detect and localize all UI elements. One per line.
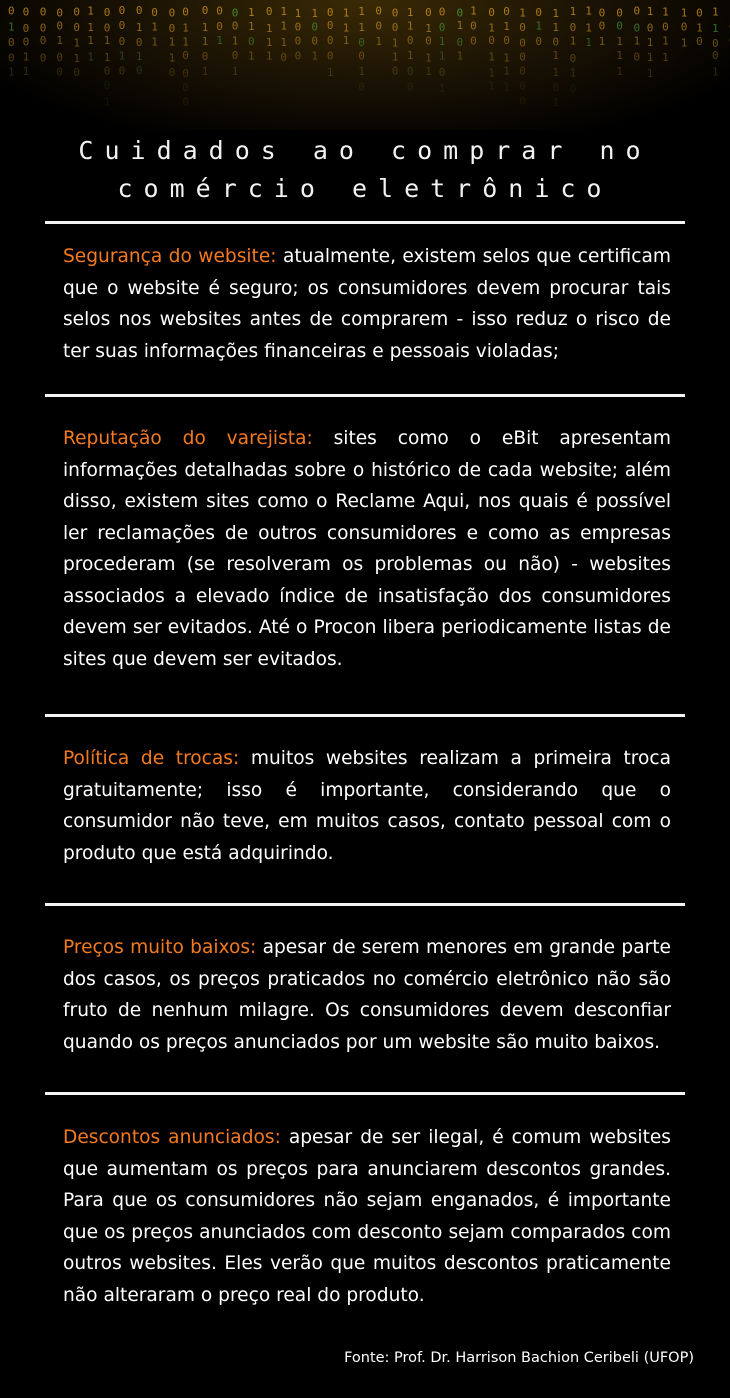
binary-digit: 1: [151, 35, 158, 49]
binary-digit: 0: [633, 4, 641, 18]
binary-digit: 1: [503, 51, 510, 65]
binary-digit: 0: [488, 6, 495, 20]
binary-digits-decoration: [0, 0, 730, 130]
binary-digit: 0: [456, 6, 464, 20]
binary-digit: 1: [488, 21, 495, 35]
binary-digit: 0: [311, 20, 319, 34]
binary-digit: 1: [503, 80, 510, 94]
binary-digit: 1: [73, 51, 81, 65]
binary-digit: 0: [294, 49, 302, 63]
binary-digit: 0: [391, 6, 399, 20]
binary-digit: 0: [519, 64, 526, 78]
binary-digit: 1: [425, 51, 432, 65]
binary-digit: 0: [326, 34, 334, 47]
section-text: atualmente, existem selos que certificam que o website é seguro; os consumidores devem procurar tais selos nos websites antes de comprarem - isso reduz o risco de ter suas informações financeiras e pessoais violadas;: [63, 246, 671, 362]
binary-digit: 0: [375, 4, 383, 18]
binary-digit: 1: [87, 50, 94, 64]
binary-digit: 1: [662, 5, 669, 19]
binary-digit: 1: [358, 64, 365, 78]
binary-digit: 0: [56, 65, 64, 79]
binary-digit: 0: [231, 6, 239, 20]
binary-digit: 0: [201, 4, 209, 18]
binary-digit: 1: [552, 66, 560, 79]
binary-digit: 1: [342, 6, 350, 20]
binary-digit: 0: [326, 6, 334, 19]
binary-digit: 0: [569, 81, 577, 95]
binary-digit: 0: [118, 19, 126, 33]
binary-digit: 0: [216, 4, 223, 18]
binary-digit: 1: [294, 6, 302, 20]
binary-digit: 1: [73, 36, 81, 50]
binary-digit: 0: [56, 6, 64, 20]
binary-digit: 1: [598, 34, 606, 48]
section-label: Descontos anunciados:: [63, 1127, 281, 1148]
title-line-2: comércio eletrônico: [117, 174, 613, 203]
binary-digit: 0: [135, 4, 143, 17]
divider: [45, 714, 685, 717]
binary-digit: 1: [22, 64, 30, 78]
binary-digit: 0: [470, 19, 477, 33]
binary-digit: 0: [552, 81, 560, 95]
binary-digit: 1: [248, 49, 255, 63]
binary-digit: 1: [87, 21, 94, 35]
binary-digit: 0: [168, 6, 176, 20]
binary-digit: 0: [696, 6, 703, 20]
page-title: [0, 132, 730, 208]
binary-digit: 1: [535, 19, 543, 33]
binary-digit: 1: [633, 34, 641, 48]
binary-digit: 1: [375, 35, 383, 49]
binary-digit: 0: [280, 50, 288, 64]
binary-digit: 1: [231, 65, 239, 78]
binary-digit: 1: [8, 65, 15, 79]
binary-digit: 1: [425, 65, 432, 79]
binary-digit: 0: [438, 20, 446, 34]
binary-digit: 0: [103, 79, 111, 93]
binary-digit: 0: [519, 21, 526, 35]
binary-digit: 0: [265, 5, 273, 19]
binary-digit: 1: [646, 36, 654, 50]
binary-digit: 0: [519, 94, 526, 108]
binary-digit: 0: [182, 95, 189, 109]
binary-digit: 1: [712, 21, 719, 35]
section-advertised-discounts: [63, 1122, 671, 1311]
binary-digit: 0: [470, 34, 477, 48]
binary-digit: 0: [662, 20, 669, 34]
binary-digit: 0: [598, 19, 606, 33]
binary-digit: 1: [182, 35, 189, 49]
binary-digit: 1: [358, 5, 365, 19]
binary-digit: 1: [680, 6, 688, 20]
binary-digit: 1: [438, 35, 446, 49]
binary-digit: 1: [680, 36, 688, 50]
binary-digit: 1: [646, 5, 654, 19]
binary-digit: 0: [438, 65, 446, 79]
binary-digit: 0: [406, 65, 414, 78]
binary-digit: 1: [488, 50, 495, 64]
binary-digit: 0: [118, 4, 126, 18]
binary-digit: 1: [616, 65, 623, 79]
binary-digit: 1: [201, 34, 209, 48]
binary-digit: 0: [712, 49, 719, 62]
binary-digit: 1: [585, 36, 592, 49]
binary-digit: 0: [633, 21, 641, 35]
binary-digit: 0: [696, 34, 703, 48]
binary-digit: 0: [406, 34, 414, 48]
binary-digit: 0: [135, 36, 143, 50]
binary-digit: 1: [425, 21, 432, 35]
section-label: Reputação do varejista:: [63, 428, 313, 449]
binary-digit: 1: [616, 49, 623, 62]
binary-digit: 1: [662, 34, 669, 48]
binary-digit: 0: [182, 67, 189, 80]
binary-digit: 0: [503, 34, 510, 47]
binary-digit: 0: [358, 49, 365, 63]
binary-digit: 1: [488, 66, 495, 80]
binary-digit: 1: [712, 5, 719, 19]
section-retailer-reputation: [63, 423, 671, 675]
binary-digit: 0: [616, 19, 623, 33]
binary-digit: 0: [22, 35, 30, 49]
binary-digit: 0: [569, 21, 577, 35]
binary-digit: 1: [201, 65, 209, 78]
section-text: muitos websites realizam a primeira troca gratuitamente; isso é importante, considerando que o consumidor não teve, em muitos casos, contato pessoal com o produto que está adquirindo.: [63, 748, 671, 864]
section-website-security: [63, 241, 671, 367]
binary-digit: 0: [358, 80, 365, 94]
binary-digit: 1: [616, 35, 623, 49]
binary-digit: 0: [8, 4, 15, 18]
binary-digit: 1: [118, 49, 126, 63]
binary-digit: 1: [456, 49, 464, 63]
binary-digit: 1: [168, 51, 176, 65]
binary-digit: 0: [680, 20, 688, 34]
source-credit: Fonte: Prof. Dr. Harrison Bachion Ceribeli (UFOP): [344, 1350, 694, 1366]
binary-digit: 1: [552, 96, 560, 109]
binary-digit: 1: [248, 5, 255, 19]
binary-digit: 0: [488, 34, 495, 47]
section-label: Preços muito baixos:: [63, 937, 257, 958]
divider: [45, 221, 685, 224]
binary-digit: 1: [8, 20, 15, 34]
binary-digit: 1: [87, 4, 94, 18]
binary-digit: 1: [552, 6, 560, 20]
binary-digit: 1: [646, 66, 654, 80]
binary-digit: 1: [135, 21, 143, 35]
binary-digit: 1: [168, 35, 176, 49]
binary-code-background: [0, 0, 730, 130]
binary-digit: 0: [118, 34, 126, 48]
binary-digit: 1: [712, 65, 719, 79]
divider: [45, 1092, 685, 1095]
binary-digit: 0: [103, 64, 111, 78]
binary-digit: 1: [585, 4, 592, 18]
binary-digit: 0: [39, 51, 47, 65]
section-text: apesar de serem menores em grande parte dos casos, os preços praticados no comércio eletrônico não são fruto de nenhum milagre. Os consumidores devem desconfiar quando os preços anunciados por um website são muito baixos.: [63, 937, 671, 1053]
binary-digit: 1: [662, 51, 669, 65]
binary-digit: 1: [56, 34, 64, 48]
binary-digit: 0: [519, 50, 526, 64]
binary-digit: 0: [103, 21, 111, 35]
binary-digit: 1: [103, 51, 111, 65]
binary-digit: 0: [8, 51, 15, 65]
binary-digit: 1: [456, 19, 464, 32]
binary-digit: 0: [535, 6, 543, 20]
binary-digit: 1: [22, 50, 30, 64]
binary-digit: 0: [231, 49, 239, 63]
binary-digit: 0: [135, 64, 143, 78]
binary-digit: 1: [552, 49, 560, 63]
binary-digit: 0: [425, 34, 432, 48]
binary-digit: 1: [585, 21, 592, 35]
binary-digit: 1: [280, 5, 288, 18]
binary-digit: 0: [73, 21, 81, 35]
binary-digit: 1: [391, 50, 399, 64]
binary-digit: 1: [342, 34, 350, 48]
binary-digit: 0: [248, 35, 255, 49]
binary-digit: 1: [406, 49, 414, 62]
binary-digit: 1: [438, 49, 446, 63]
binary-digit: 1: [470, 4, 477, 18]
binary-digit: 0: [503, 5, 510, 18]
binary-digit: 0: [633, 50, 641, 64]
binary-digit: 0: [118, 64, 126, 78]
binary-digit: 0: [182, 5, 189, 19]
binary-digit: 1: [87, 34, 94, 47]
binary-digit: 1: [552, 20, 560, 34]
section-label: Política de trocas:: [63, 748, 240, 769]
binary-digit: 1: [280, 19, 288, 33]
binary-digit: 1: [569, 5, 577, 19]
binary-digit: 1: [406, 6, 414, 20]
binary-digit: 0: [535, 35, 543, 48]
binary-digit: 1: [216, 34, 223, 48]
binary-digit: 1: [231, 34, 239, 48]
binary-digit: 0: [73, 5, 81, 19]
binary-digit: 0: [391, 21, 399, 35]
divider: [45, 394, 685, 397]
binary-digit: 0: [391, 64, 399, 78]
binary-digit: 0: [22, 21, 30, 35]
divider: [45, 903, 685, 906]
binary-digit: 1: [342, 21, 350, 35]
binary-digit: 1: [406, 19, 414, 33]
binary-digit: 1: [103, 95, 111, 109]
binary-digit: 0: [56, 50, 64, 64]
binary-digit: 1: [326, 66, 334, 79]
binary-digit: 0: [39, 21, 47, 35]
binary-digit: 1: [646, 50, 654, 64]
binary-digit: 0: [616, 6, 623, 20]
binary-digit: 0: [326, 49, 334, 63]
binary-digit: 1: [182, 21, 189, 35]
binary-digit: 0: [8, 35, 15, 49]
binary-digit: 0: [375, 19, 383, 33]
section-exchange-policy: [63, 743, 671, 869]
binary-digit: 0: [168, 21, 176, 35]
binary-digit: 0: [182, 49, 189, 63]
binary-digit: 1: [488, 79, 495, 93]
binary-digit: 0: [73, 65, 81, 79]
binary-digit: 0: [39, 5, 47, 19]
binary-digit: 1: [391, 36, 399, 50]
binary-digit: 0: [519, 36, 526, 50]
binary-digit: 0: [569, 52, 577, 65]
binary-digit: 1: [280, 36, 288, 50]
binary-digit: 1: [569, 66, 577, 80]
binary-digit: 0: [598, 6, 606, 20]
binary-digit: 1: [151, 20, 158, 34]
binary-digit: 1: [265, 49, 273, 63]
binary-digit: 0: [216, 20, 223, 34]
section-text: apesar de ser ilegal, é comum websites que aumentam os preços para anunciarem descontos grandes. Para que os consumidores não sejam enganados, é importante que os preços anunciados com desconto sejam comparados com outros websites. Eles verão que muitos descontos praticamente não alteraram o preço real do produto.: [63, 1127, 671, 1306]
binary-digit: 0: [231, 19, 239, 33]
binary-digit: 0: [519, 79, 526, 93]
binary-digit: 1: [265, 21, 273, 35]
binary-digit: 0: [326, 19, 334, 32]
binary-digit: 1: [358, 20, 365, 34]
binary-digit: 1: [265, 36, 273, 50]
binary-digit: 1: [519, 6, 526, 20]
binary-digit: 0: [646, 21, 654, 35]
binary-digit: 0: [425, 6, 432, 20]
section-label: Segurança do website:: [63, 246, 277, 267]
binary-digit: 0: [168, 65, 176, 79]
binary-digit: 0: [103, 5, 111, 19]
binary-digit: 1: [311, 6, 319, 20]
binary-digit: 1: [696, 21, 703, 35]
binary-digit: 1: [248, 20, 255, 34]
binary-digit: 0: [712, 36, 719, 50]
binary-digit: 0: [22, 5, 30, 19]
binary-digit: 1: [311, 49, 319, 63]
binary-digit: 1: [103, 34, 111, 48]
binary-digit: 0: [294, 34, 302, 48]
binary-digit: 1: [438, 81, 446, 95]
binary-digit: 0: [182, 81, 189, 94]
binary-digit: 1: [503, 19, 510, 33]
binary-digit: 0: [56, 19, 64, 33]
binary-digit: 0: [151, 5, 158, 19]
binary-digit: 1: [135, 50, 143, 64]
binary-digit: 0: [552, 35, 560, 49]
binary-digit: 1: [569, 34, 577, 48]
binary-digit: 0: [456, 36, 464, 49]
binary-digit: 0: [406, 80, 414, 94]
binary-digit: 1: [503, 64, 510, 78]
binary-digit: 0: [39, 34, 47, 48]
section-low-prices: [63, 932, 671, 1058]
binary-digit: 0: [311, 34, 319, 48]
binary-digit: 0: [201, 50, 209, 64]
binary-digit: 0: [358, 36, 365, 50]
section-text: sites como o eBit apresentam informações detalhadas sobre o histórico de cada website; além disso, existem sites como o Reclame Aqui, nos quais é possível ler reclamações de outros consumidores e como as empresas procederam (se resolveram os problemas ou não) - websites associados a elevado índice de insatisfação dos consumidores devem ser evitados. Até o Procon libera periodicamente listas de sites que devem ser evitados.: [63, 428, 671, 670]
title-line-1: Cuidados ao comprar no: [78, 136, 652, 165]
binary-digit: 1: [201, 21, 209, 34]
binary-digit: 0: [438, 5, 446, 19]
binary-digit: 0: [294, 20, 302, 34]
